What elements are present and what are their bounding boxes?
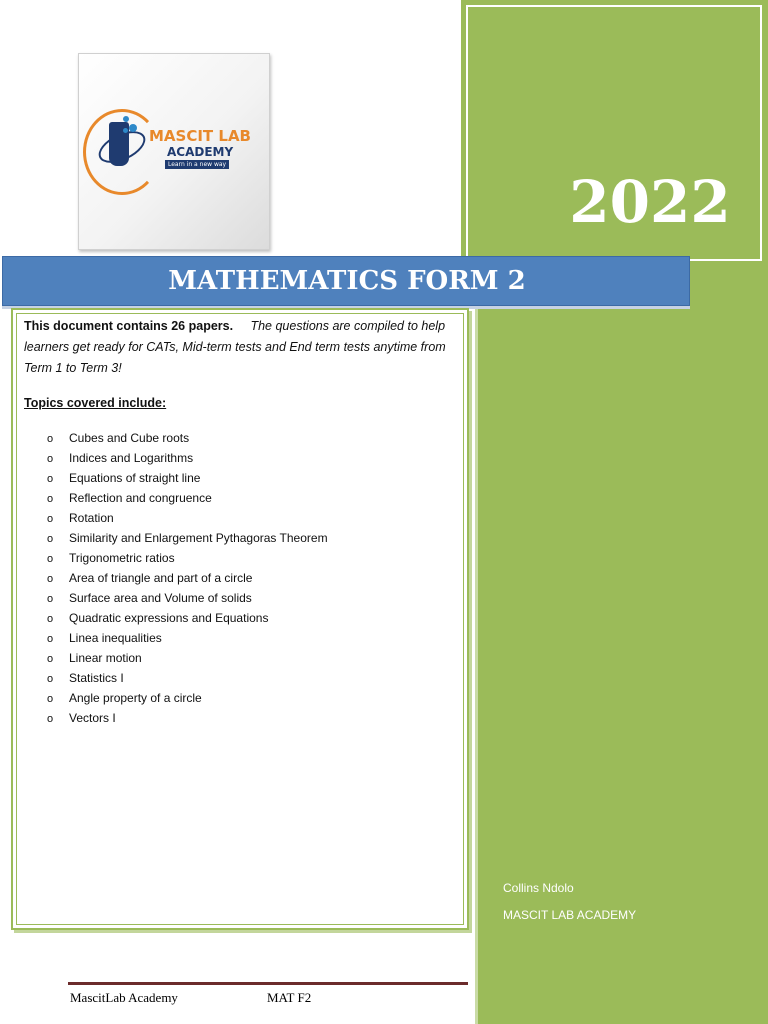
list-item: o Indices and Logarithms xyxy=(47,448,328,468)
list-item: o Area of triangle and part of a circle xyxy=(47,568,328,588)
cover-year: 2022 xyxy=(569,168,731,236)
circle-bullet-icon: o xyxy=(47,513,54,525)
circle-bullet-icon: o xyxy=(47,453,54,465)
list-item: o Angle property of a circle xyxy=(47,688,328,708)
list-item: o Vectors I xyxy=(47,708,328,728)
list-item: o Surface area and Volume of solids xyxy=(47,588,328,608)
circle-bullet-icon: o xyxy=(47,493,54,505)
circle-bullet-icon: o xyxy=(47,473,54,485)
organization-name: MASCIT LAB ACADEMY xyxy=(503,908,637,922)
circle-bullet-icon: o xyxy=(47,653,54,665)
list-item: o Similarity and Enlargement Pythagoras Theorem xyxy=(47,528,328,548)
list-item: o Cubes and Cube roots xyxy=(47,428,328,448)
list-item: o Reflection and congruence xyxy=(47,488,328,508)
intro-lead: This document contains 26 papers. xyxy=(24,319,234,333)
intro-paragraph xyxy=(24,316,454,379)
circle-bullet-icon: o xyxy=(47,633,54,645)
list-item: o Linear motion xyxy=(47,648,328,668)
list-item: o Linea inequalities xyxy=(47,628,328,648)
document-title: MATHEMATICS FORM 2 xyxy=(168,266,526,296)
list-item: o Rotation xyxy=(47,508,328,528)
circle-bullet-icon: o xyxy=(47,713,54,725)
author-name: Collins Ndolo xyxy=(503,881,574,895)
circle-bullet-icon: o xyxy=(47,433,54,445)
bubble-icon xyxy=(123,116,129,122)
title-banner xyxy=(2,256,690,306)
circle-bullet-icon: o xyxy=(47,573,54,585)
circle-bullet-icon: o xyxy=(47,533,54,545)
bubble-icon xyxy=(129,124,137,132)
logo-card xyxy=(78,53,270,250)
circle-bullet-icon: o xyxy=(47,693,54,705)
footer-left-text: MascitLab Academy xyxy=(70,990,178,1005)
footer-right-text: MAT F2 xyxy=(267,990,312,1005)
list-item: o Quadratic expressions and Equations xyxy=(47,608,328,628)
circle-bullet-icon: o xyxy=(47,673,54,685)
list-item: o Trigonometric ratios xyxy=(47,548,328,568)
list-item: o Statistics I xyxy=(47,668,328,688)
circle-bullet-icon: o xyxy=(47,613,54,625)
logo-title: MASCIT LAB xyxy=(149,127,251,145)
circle-bullet-icon: o xyxy=(47,553,54,565)
intro-body: The questions are compiled to help learners get ready for CATs, Mid-term tests and End term tests anytime from Term 1 to Term 3! xyxy=(24,319,446,375)
list-item: o Equations of straight line xyxy=(47,468,328,488)
topics-heading: Topics covered include: xyxy=(24,396,167,410)
bubble-icon xyxy=(123,128,128,133)
footer-divider xyxy=(68,982,468,985)
circle-bullet-icon: o xyxy=(47,593,54,605)
topic-list xyxy=(47,428,328,728)
logo-tagline: Learn in a new way xyxy=(165,160,229,169)
logo-subtitle: ACADEMY xyxy=(167,145,234,159)
